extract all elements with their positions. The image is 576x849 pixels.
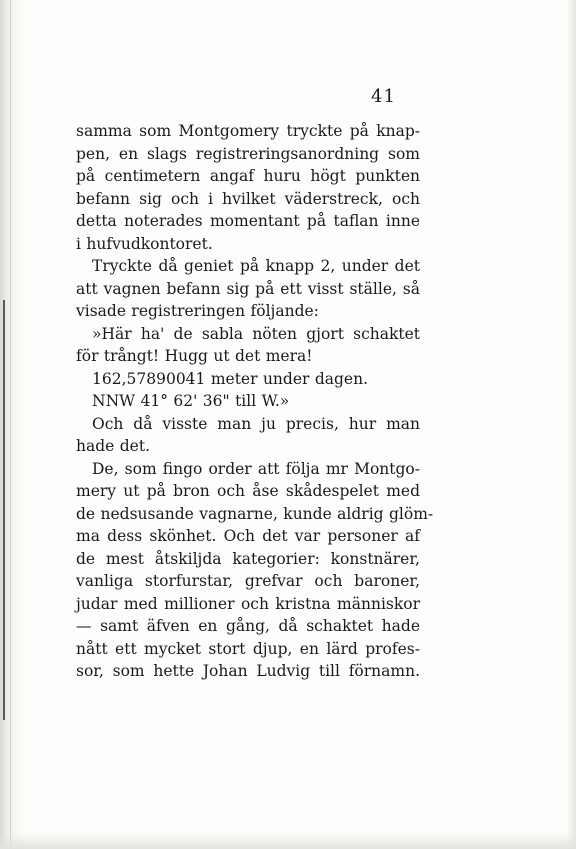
page-binding-edge [3, 300, 5, 720]
text-line: de nedsusande vagnarne, kunde aldrig glöm- [76, 504, 434, 523]
text-line: på centimetern angaf huru högt punkten [76, 167, 420, 185]
text-line: ma dess skönhet. Och det var personer af [76, 527, 420, 545]
text-line: vanliga storfurstar, grefvar och baroner, [76, 572, 420, 590]
text-line: — samt äfven en gång, då schaktet hade [76, 617, 420, 635]
text-line: Och då visste man ju precis, hur man [92, 414, 420, 433]
text-line: för trångt! Hugg ut det mera! [76, 347, 313, 365]
text-line: mery ut på bron och åse skådespelet med [76, 482, 420, 500]
text-line: nått ett mycket stort djup, en lärd profes- [76, 639, 420, 658]
text-line: pen, en slags registreringsanordning som [76, 144, 420, 163]
text-line: NNW 41° 62' 36" till W.» [92, 392, 290, 410]
text-line: sor, som hette Johan Ludvig till förnamn. [76, 662, 420, 680]
page-bottom-edge [0, 833, 576, 849]
text-line: hade det. [76, 437, 150, 455]
page-binding-edge-faint [10, 0, 11, 849]
page-right-edge [566, 0, 576, 849]
text-line: befann sig och i hvilket väderstreck, och [76, 189, 420, 208]
text-line: samma som Montgomery tryckte på knap- [76, 122, 420, 140]
text-line: judar med millioner och kristna människor [76, 594, 420, 613]
text-line: 162,57890041 meter under dagen. [92, 369, 369, 388]
text-line: de mest åtskiljda kategorier: konstnärer, [76, 549, 420, 568]
text-line: De, som fingo order att följa mr Montgo- [92, 459, 420, 478]
text-line: »Här ha' de sabla nöten gjort schaktet [92, 324, 420, 343]
text-line: i hufvudkontoret. [76, 234, 213, 253]
text-line: att vagnen befann sig på ett visst ställe, så [76, 279, 420, 298]
text-line: Tryckte då geniet på knapp 2, under det [92, 257, 420, 275]
body-text [76, 120, 434, 683]
text-line: detta noterades momentant på taflan inne [76, 212, 420, 230]
page-number: 41 [371, 86, 396, 107]
text-line: visade registreringen följande: [76, 302, 319, 320]
